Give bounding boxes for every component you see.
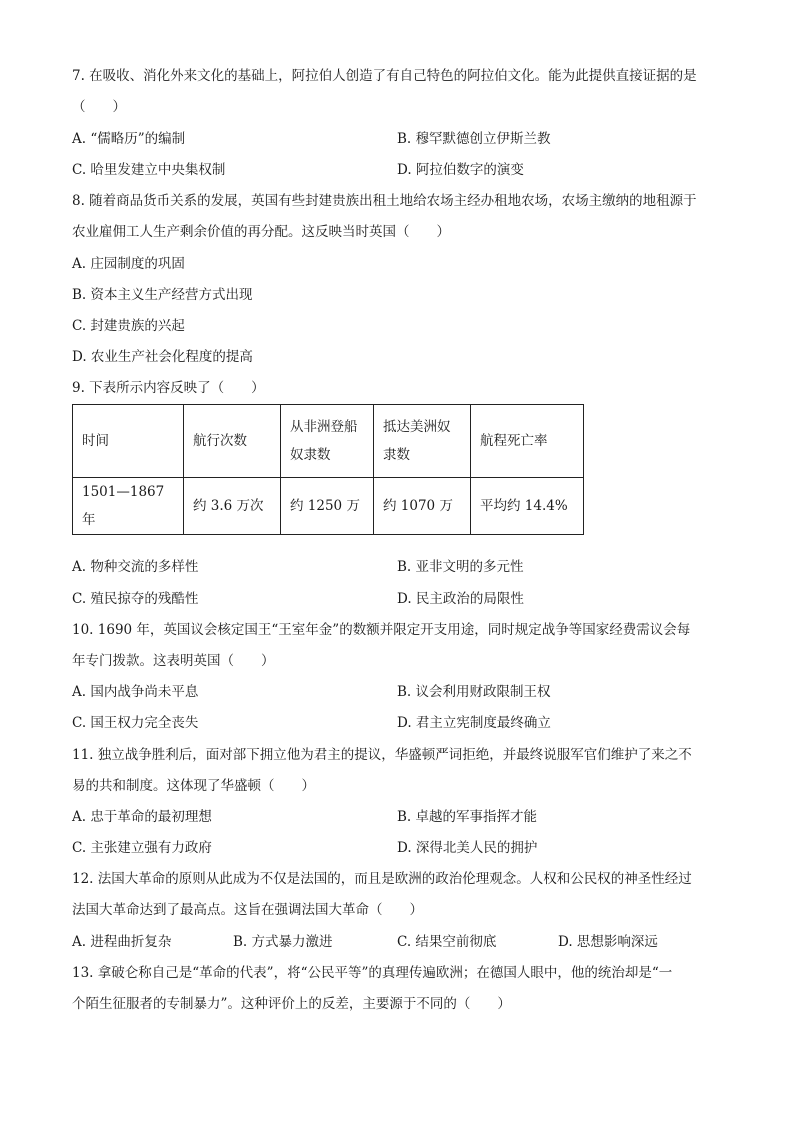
table-cell: 1501—1867 年 bbox=[73, 478, 184, 535]
table-row bbox=[73, 478, 584, 535]
table-header-cell: 时间 bbox=[73, 405, 184, 478]
q12-stem-line2: 法国大革命达到了最高点。这旨在强调法国大革命（ ） bbox=[72, 902, 423, 918]
table-header-cell: 航行次数 bbox=[184, 405, 281, 478]
q8-stem-line2: 农业雇佣工人生产剩余价值的再分配。这反映当时英国（ ） bbox=[72, 224, 450, 240]
q11-option-c: C. 主张建立强有力政府 bbox=[72, 840, 212, 856]
q10-option-a: A. 国内战争尚未平息 bbox=[72, 684, 199, 700]
q8-option-a: A. 庄园制度的巩固 bbox=[72, 256, 185, 272]
q11-stem-line1: 11. 独立战争胜利后，面对部下拥立他为君主的提议，华盛顿严词拒绝，并最终说服军官们维护了来之不 bbox=[72, 747, 692, 763]
q9-option-c: C. 殖民掠夺的残酷性 bbox=[72, 591, 199, 607]
q10-stem-line1: 10. 1690 年，英国议会核定国王“王室年金”的数额并限定开支用途，同时规定战争等国家经费需议会每 bbox=[72, 622, 691, 638]
q9-option-b: B. 亚非文明的多元性 bbox=[397, 559, 524, 575]
q9-option-d: D. 民主政治的局限性 bbox=[397, 591, 524, 607]
q7-stem-line1: 7. 在吸收、消化外来文化的基础上，阿拉伯人创造了有自己特色的阿拉伯文化。能为此提供直接证据的是 bbox=[72, 68, 697, 84]
q12-option-d: D. 思想影响深远 bbox=[558, 934, 658, 950]
q10-option-b: B. 议会利用财政限制王权 bbox=[397, 684, 551, 700]
table-header-cell: 航程死亡率 bbox=[471, 405, 584, 478]
q8-option-b: B. 资本主义生产经营方式出现 bbox=[72, 287, 253, 303]
q12-option-c: C. 结果空前彻底 bbox=[397, 934, 497, 950]
table-cell: 平均约 14.4% bbox=[471, 478, 584, 535]
q11-stem-line2: 易的共和制度。这体现了华盛顿（ ） bbox=[72, 778, 315, 794]
q13-stem-line2: 个陌生征服者的专制暴力”。这种评价上的反差，主要源于不同的（ ） bbox=[72, 996, 511, 1012]
q8-stem-line1: 8. 随着商品货币关系的发展，英国有些封建贵族出租土地给农场主经办租地农场，农场主缴纳的地租源于 bbox=[72, 193, 697, 209]
q12-stem-line1: 12. 法国大革命的原则从此成为不仅是法国的，而且是欧洲的政治伦理观念。人权和公民权的神圣性经过 bbox=[72, 871, 692, 887]
q12-option-b: B. 方式暴力激进 bbox=[233, 934, 333, 950]
q7-option-d: D. 阿拉伯数字的演变 bbox=[397, 162, 524, 178]
q7-option-c: C. 哈里发建立中央集权制 bbox=[72, 162, 226, 178]
table-header-cell: 从非洲登船奴隶数 bbox=[281, 405, 374, 478]
q10-option-d: D. 君主立宪制度最终确立 bbox=[397, 715, 551, 731]
table-cell: 约 3.6 万次 bbox=[184, 478, 281, 535]
q7-option-a: A. “儒略历”的编制 bbox=[72, 131, 186, 147]
q10-option-c: C. 国王权力完全丧失 bbox=[72, 715, 199, 731]
q9-stem: 9. 下表所示内容反映了（ ） bbox=[72, 380, 265, 396]
q11-option-a: A. 忠于革命的最初理想 bbox=[72, 809, 212, 825]
q11-option-b: B. 卓越的军事指挥才能 bbox=[397, 809, 538, 825]
q8-option-c: C. 封建贵族的兴起 bbox=[72, 318, 185, 334]
q12-option-a: A. 进程曲折复杂 bbox=[72, 934, 172, 950]
table-cell: 约 1070 万 bbox=[374, 478, 471, 535]
q8-option-d: D. 农业生产社会化程度的提高 bbox=[72, 349, 253, 365]
q7-option-b: B. 穆罕默德创立伊斯兰教 bbox=[397, 131, 551, 147]
q10-stem-line2: 年专门拨款。这表明英国（ ） bbox=[72, 653, 275, 669]
table-header-row bbox=[73, 405, 584, 478]
q11-option-d: D. 深得北美人民的拥护 bbox=[397, 840, 538, 856]
table-cell: 约 1250 万 bbox=[281, 478, 374, 535]
q7-stem-line2: （ ） bbox=[72, 99, 126, 115]
q9-option-a: A. 物种交流的多样性 bbox=[72, 559, 199, 575]
q13-stem-line1: 13. 拿破仑称自己是“革命的代表”，将“公民平等”的真理传遍欧洲；在德国人眼中，他的统治却是“一 bbox=[72, 965, 673, 981]
table-header-cell: 抵达美洲奴隶数 bbox=[374, 405, 471, 478]
q9-data-table bbox=[72, 404, 584, 535]
